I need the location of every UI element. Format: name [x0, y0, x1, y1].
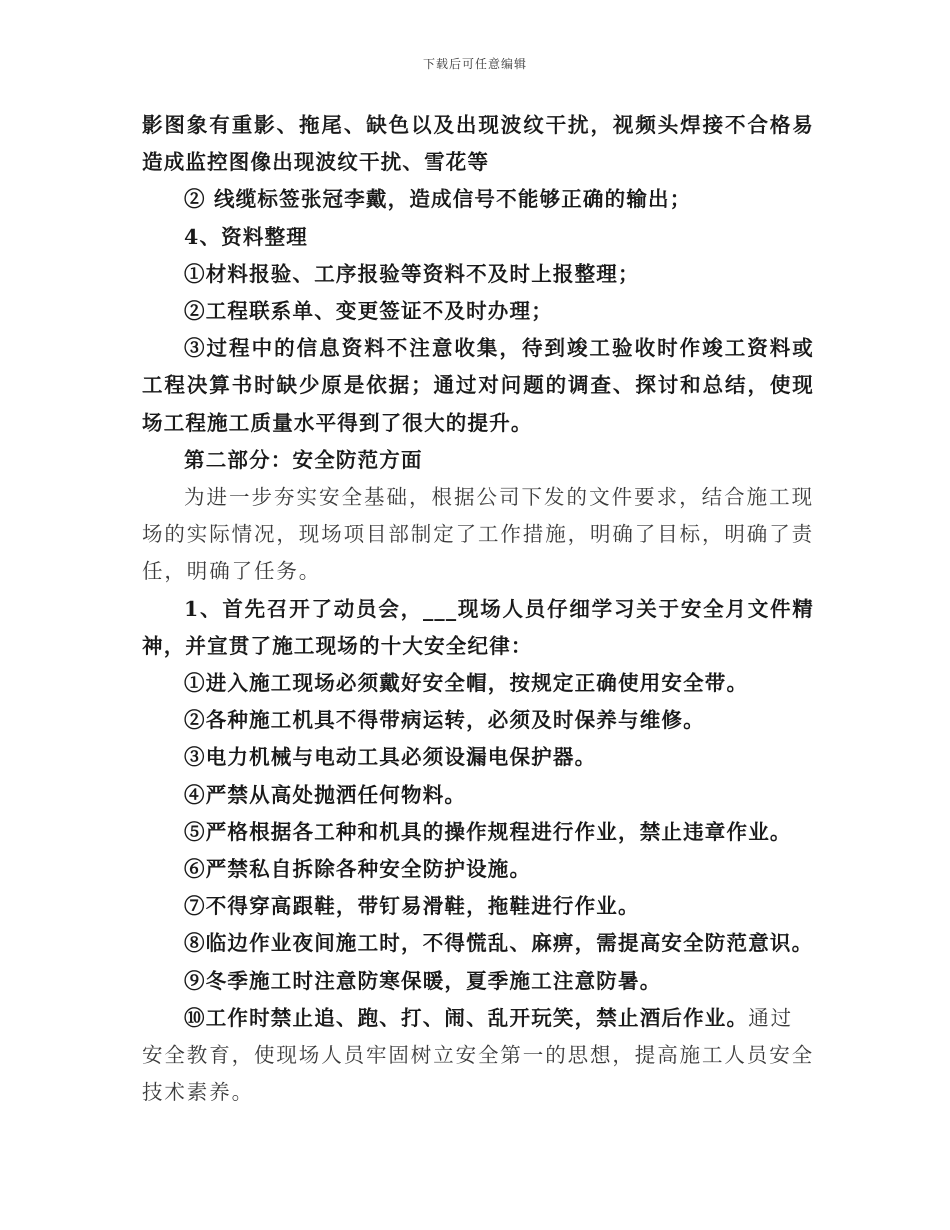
list-item: ③电力机械与电动工具必须设漏电保护器。 [184, 745, 597, 770]
paragraph-line: 造成监控图像出现波纹干扰、雪花等 [142, 150, 490, 175]
list-item: ⑨冬季施工时注意防寒保暖，夏季施工注意防暑。 [184, 968, 662, 993]
list-item: ⑤严格根据各工种和机具的操作规程进行作业，禁止违章作业。 [184, 819, 792, 844]
list-item: ③过程中的信息资料不注意收集，待到竣工验收时作竣工资料或 [184, 336, 814, 361]
paragraph-line: 神，并宣贯了施工现场的十大安全纪律： [142, 633, 533, 658]
paragraph-line: 场的实际情况，现场项目部制定了工作措施，明确了目标，明确了责 [142, 522, 814, 547]
list-item: ⑦不得穿高跟鞋，带钉易滑鞋，拖鞋进行作业。 [184, 894, 640, 919]
paragraph-line: 技术素养。 [142, 1080, 254, 1105]
part-heading: 第二部分：安全防范方面 [184, 447, 423, 472]
list-item-text: ⑩工作时禁止追、跑、打、闹、乱开玩笑，禁止酒后作业。 [184, 1005, 749, 1030]
list-item: ⑧临边作业夜间施工时，不得慌乱、麻痹，需提高安全防范意识。 [184, 931, 814, 956]
list-item-tail: 通过 [748, 1005, 794, 1030]
list-item: ⑥严禁私自拆除各种安全防护设施。 [184, 857, 532, 882]
list-item: ②工程联系单、变更签证不及时办理； [184, 299, 553, 324]
list-item: ①材料报验、工序报验等资料不及时上报整理； [184, 261, 640, 286]
document-body [142, 107, 814, 1111]
paragraph-line: 安全教育，使现场人员牢固树立安全第一的思想，提高施工人员安全 [142, 1043, 814, 1068]
paragraph-line: 为进一步夯实安全基础，根据公司下发的文件要求，结合施工现 [184, 485, 814, 510]
list-item [142, 1000, 814, 1037]
page-header: 下载后可任意编辑 [422, 57, 527, 71]
paragraph-line: 任，明确了任务。 [142, 559, 322, 584]
paragraph-line: 工程决算书时缺少原是依据；通过对问题的调查、探讨和总结，使现 [142, 373, 814, 398]
list-item: ② 线缆标签张冠李戴，造成信号不能够正确的输出； [184, 187, 692, 212]
paragraph-line: 场工程施工质量水平得到了很大的提升。 [142, 410, 533, 435]
paragraph-line: 1、首先召开了动员会，___现场人员仔细学习关于安全月文件精 [184, 596, 814, 621]
section-heading: 4、资料整理 [184, 224, 308, 249]
paragraph-line: 影图象有重影、拖尾、缺色以及出现波纹干扰，视频头焊接不合格易 [142, 113, 814, 137]
list-item: ④严禁从高处抛洒任何物料。 [184, 782, 467, 807]
list-item: ②各种施工机具不得带病运转，必须及时保养与维修。 [184, 708, 705, 733]
list-item: ①进入施工现场必须戴好安全帽，按规定正确使用安全带。 [184, 671, 749, 696]
